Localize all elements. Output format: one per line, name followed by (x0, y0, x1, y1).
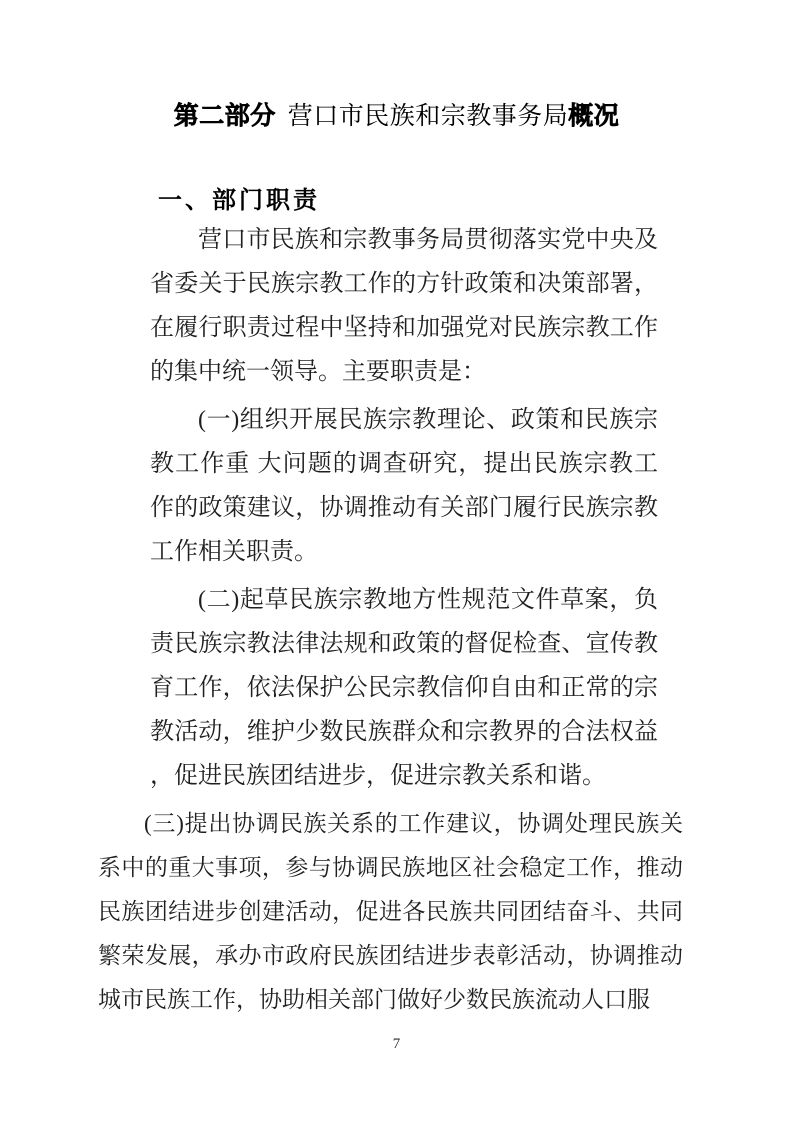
paragraph-duty-1: (一)组织开展民族宗教理论、政策和民族宗教工作重 大问题的调查研究，提出民族宗教工作的政策建议，协调推动有关部门履行民族宗教工作相关职责。 (150, 407, 658, 565)
paragraph-duty-3: (三)提出协调民族关系的工作建议，协调处理民族关系中的重大事项，参与协调民族地区社会稳定工作，推动民族团结进步创建活动，促进各民族共同团结奋斗、共同繁荣发展，承办市政府民族团结进步表彰活动，协调推动城市民族工作，协助相关部门做好少数民族流动人口服 (98, 811, 683, 1012)
page-number: 7 (392, 1036, 401, 1052)
paragraph-duty-2: (二)起草民族宗教地方性规范文件草案，负责民族宗教法律法规和政策的督促检查、宣传教育工作，依法保护公民宗教信仰自由和正常的宗教活动，维护少数民族群众和宗教界的合法权益，促进民族团结进步，促进宗教关系和谐。 (150, 587, 658, 789)
title-part-label: 第二部分 (173, 102, 276, 130)
title-org-name: 营口市民族和宗教事务局 (287, 102, 569, 130)
paragraph-intro: 营口市民族和宗教事务局贯彻落实党中央及省委关于民族宗教工作的方针政策和决策部署，在履行职责过程中坚持和加强党对民族宗教工作的集中统一领导。主要职责是： (150, 227, 658, 385)
document-body (0, 218, 793, 1026)
title-suffix: 概况 (568, 102, 620, 130)
document-title (0, 96, 793, 136)
section-heading: 一、部门职责 (158, 187, 320, 214)
